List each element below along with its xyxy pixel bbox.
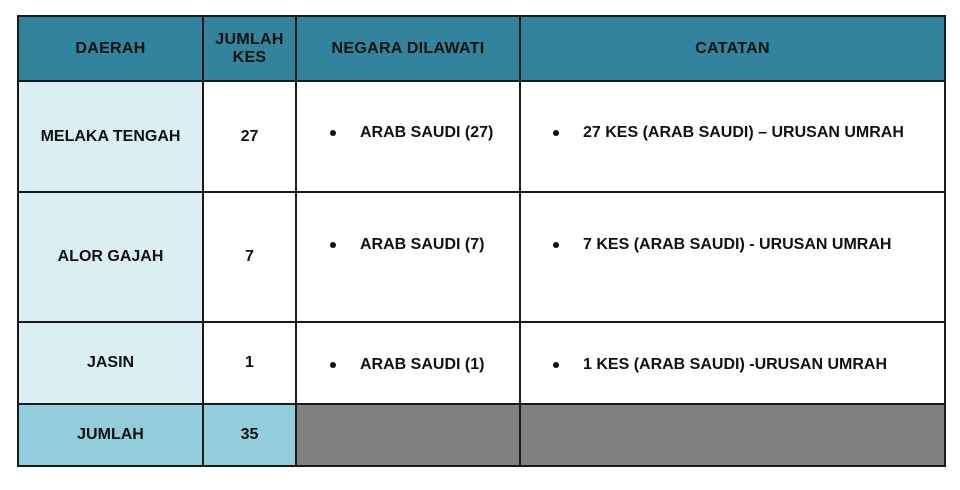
case-table-wrapper <box>17 15 946 467</box>
bullet-icon <box>553 362 559 368</box>
table-row <box>18 192 945 322</box>
note-text: 1 KES (ARAB SAUDI) -URUSAN UMRAH <box>583 356 887 373</box>
header-row <box>18 16 945 81</box>
note-cell <box>520 81 945 192</box>
district-cell: JASIN <box>18 322 203 404</box>
bullet-icon <box>330 242 336 248</box>
cases-cell: 1 <box>203 322 296 404</box>
bullet-icon <box>553 242 559 248</box>
header-countries: NEGARA DILAWATI <box>296 16 520 81</box>
cases-cell: 7 <box>203 192 296 322</box>
total-value: 35 <box>203 404 296 466</box>
header-cases-line1: JUMLAH <box>215 30 284 48</box>
bullet-icon <box>330 362 336 368</box>
case-table <box>17 15 946 467</box>
note-text: 27 KES (ARAB SAUDI) – URUSAN UMRAH <box>583 123 904 141</box>
district-cell: MELAKA TENGAH <box>18 81 203 192</box>
total-label: JUMLAH <box>18 404 203 466</box>
bullet-icon <box>330 130 336 136</box>
country-text: ARAB SAUDI (7) <box>360 236 485 253</box>
country-text: ARAB SAUDI (1) <box>360 356 485 373</box>
header-cases-line2: KES <box>232 48 267 66</box>
table-row <box>18 81 945 192</box>
cases-cell: 27 <box>203 81 296 192</box>
bullet-icon <box>553 130 559 136</box>
country-cell <box>296 322 520 404</box>
table-row <box>18 322 945 404</box>
district-cell: ALOR GAJAH <box>18 192 203 322</box>
country-text: ARAB SAUDI (27) <box>360 123 494 141</box>
country-cell <box>296 81 520 192</box>
header-district: DAERAH <box>18 16 203 81</box>
empty-cell <box>520 404 945 466</box>
total-row <box>18 404 945 466</box>
note-text: 7 KES (ARAB SAUDI) - URUSAN UMRAH <box>583 236 892 253</box>
empty-cell <box>296 404 520 466</box>
header-cases <box>203 16 296 81</box>
note-cell <box>520 192 945 322</box>
header-notes: CATATAN <box>520 16 945 81</box>
country-cell <box>296 192 520 322</box>
note-cell <box>520 322 945 404</box>
